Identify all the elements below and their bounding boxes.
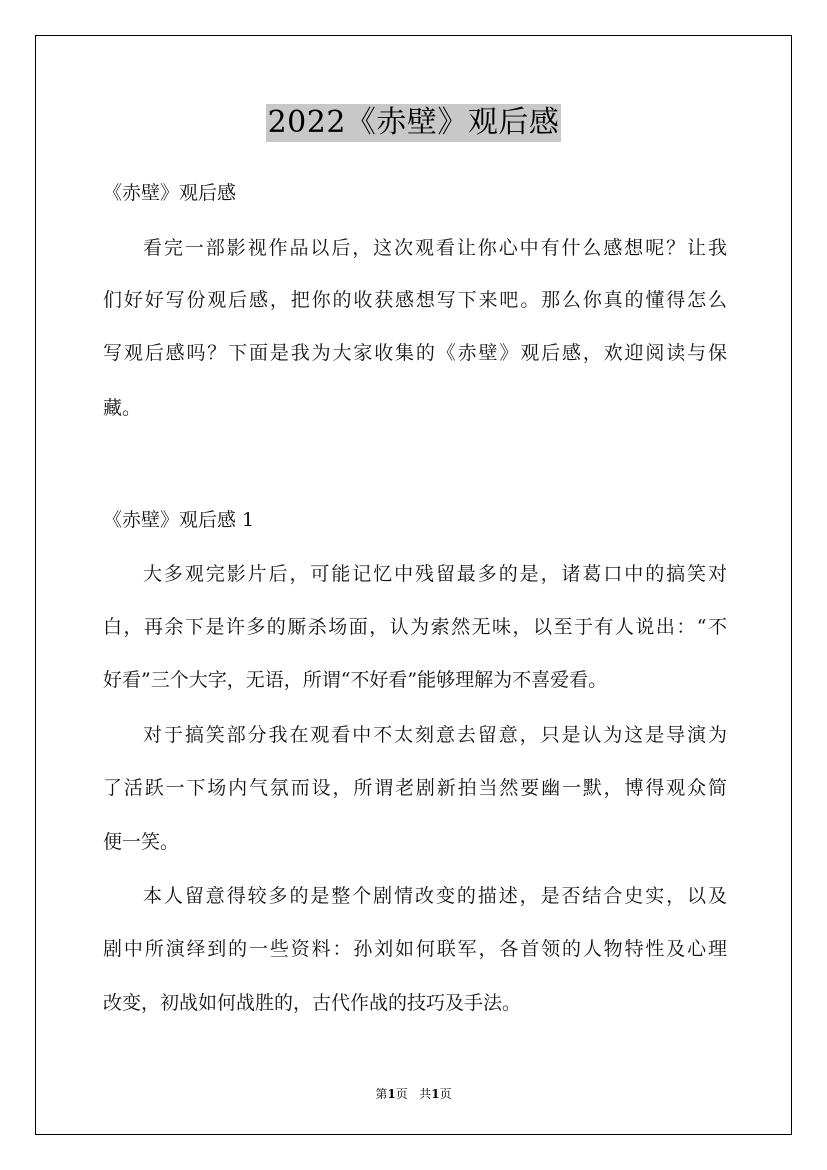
paragraph1-line-2: 白，再余下是许多的厮杀场面，认为索然无味，以至于有人说出：“不: [103, 616, 727, 638]
intro-line-4: 藏。: [103, 397, 142, 419]
paragraph1-line-1: 大多观完影片后，可能记忆中残留最多的是，诸葛口中的搞笑对: [143, 563, 727, 585]
page-prefix: 第: [375, 1087, 388, 1101]
document-title: 2022《赤壁》观后感: [267, 105, 560, 140]
intro-line-1: 看完一部影视作品以后，这次观看让你心中有什么感想呢？让我: [143, 237, 727, 259]
title-container: [0, 104, 827, 142]
paragraph1-line-3: 好看”三个大字，无语，所谓“不好看”能够理解为不喜爱看。: [103, 669, 608, 691]
total-prefix: 共: [419, 1087, 432, 1101]
intro-line-3: 写观后感吗？下面是我为大家收集的《赤壁》观后感，欢迎阅读与保: [103, 342, 727, 364]
paragraph3-line-2: 剧中所演绎到的一些资料：孙刘如何联军，各首领的人物特性及心理: [103, 938, 727, 960]
page-suffix: 页: [395, 1087, 408, 1101]
total-number: 1: [431, 1087, 440, 1101]
paragraph2-line-1: 对于搞笑部分我在观看中不太刻意去留意，只是认为这是导演为: [143, 724, 727, 746]
paragraph2-line-2: 了活跃一下场内气氛而设，所谓老剧新拍当然要幽一默，博得观众简: [103, 777, 727, 799]
page-number: 1: [387, 1087, 396, 1101]
paragraph3-line-1: 本人留意得较多的是整个剧情改变的描述，是否结合史实，以及: [143, 885, 727, 907]
paragraph3-line-3: 改变，初战如何战胜的，古代作战的技巧及手法。: [103, 992, 522, 1014]
intro-line-2: 们好好写份观后感，把你的收获感想写下来吧。那么你真的懂得怎么: [103, 289, 727, 311]
paragraph2-line-3: 便一笑。: [103, 831, 180, 853]
section-heading: 《赤壁》观后感 1: [103, 509, 255, 531]
page-footer: [0, 1085, 827, 1102]
total-suffix: 页: [439, 1087, 452, 1101]
intro-heading: 《赤壁》观后感: [103, 182, 237, 204]
